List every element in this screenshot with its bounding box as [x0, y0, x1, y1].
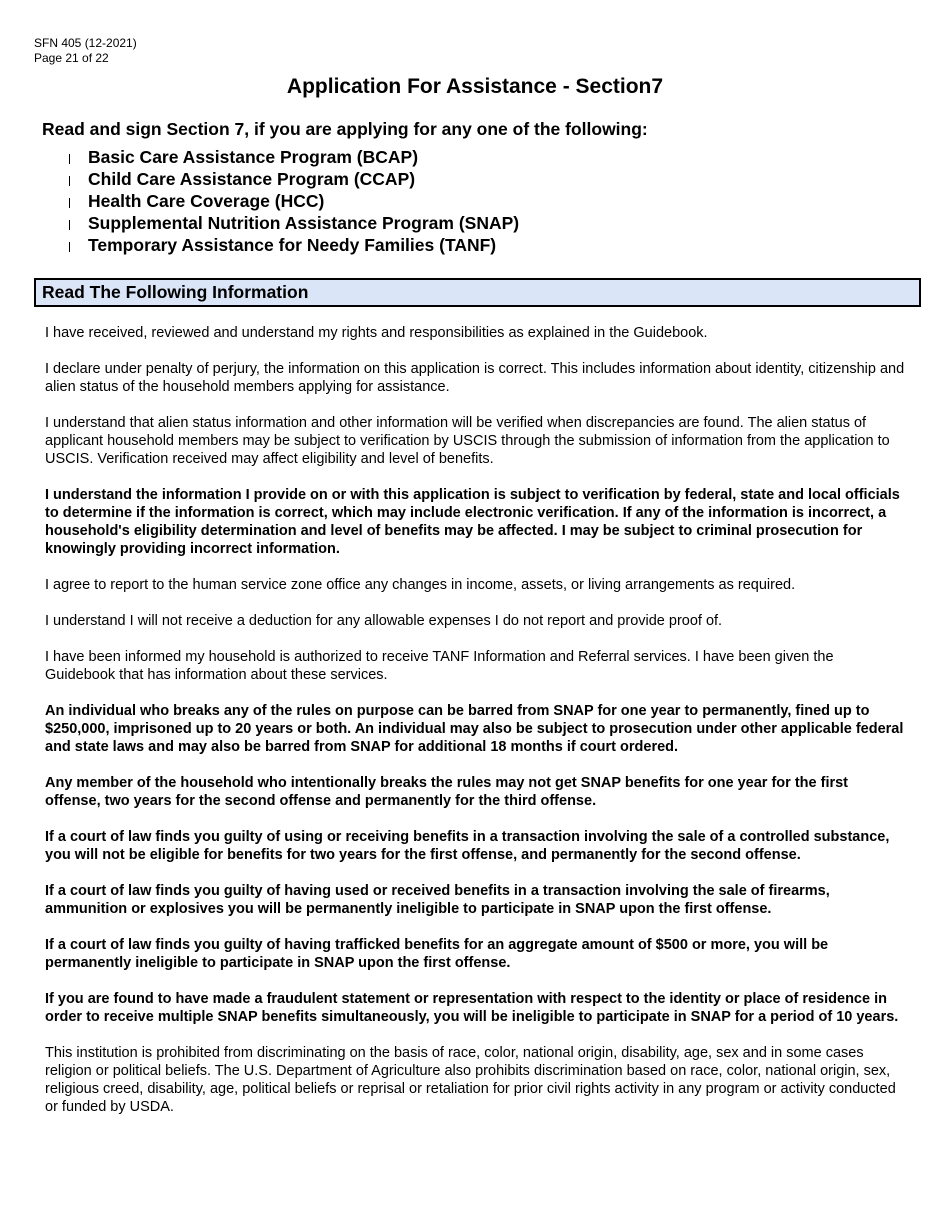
program-label: Supplemental Nutrition Assistance Program (SNAP) — [88, 213, 520, 233]
paragraph: If a court of law finds you guilty of having trafficked benefits for an aggregate amount of $500 or more, you will be permanently ineligible to participate in SNAP upon the first offense. — [45, 937, 829, 971]
bullet-icon — [69, 242, 70, 252]
program-label: Basic Care Assistance Program (BCAP) — [88, 147, 419, 167]
section-body — [45, 324, 907, 1134]
bullet-icon — [69, 176, 70, 186]
list-item — [69, 168, 519, 190]
paragraph: An individual who breaks any of the rules on purpose can be barred from SNAP for one year to permanently, fined up to $250,000, imprisoned up to 20 years or both. An individual may also be subject to prosecution under other applicable federal and state laws and may also be barred from SNAP for additional 18 months if court ordered. — [45, 703, 904, 755]
list-item — [69, 146, 519, 168]
form-meta — [34, 36, 137, 66]
paragraph: This institution is prohibited from discriminating on the basis of race, color, national origin, disability, age, sex and in some cases religion or political beliefs. The U.S. Department of Agriculture also prohibits discrimination based on race, color, national origin, sex, religious creed, disability, age, political beliefs or reprisal or retaliation for prior civil rights activity in any program or activity conducted or funded by USDA. — [45, 1045, 896, 1115]
page-number: Page 21 of 22 — [34, 51, 109, 65]
paragraph: If you are found to have made a fraudulent statement or representation with respect to the identity or place of residence in order to receive multiple SNAP benefits simultaneously, you will be ineligible to participate in SNAP for a period of 10 years. — [45, 991, 899, 1025]
paragraph: Any member of the household who intentionally breaks the rules may not get SNAP benefits for one year for the first offense, two years for the second offense and permanently for the third offense. — [45, 775, 849, 809]
bullet-icon — [69, 198, 70, 208]
paragraph: I have been informed my household is authorized to receive TANF Information and Referral services. I have been given the Guidebook that has information about these services. — [45, 649, 834, 683]
list-item — [69, 212, 519, 234]
paragraph: I have received, reviewed and understand my rights and responsibilities as explained in the Guidebook. — [45, 325, 708, 341]
paragraph: If a court of law finds you guilty of having used or received benefits in a transaction involving the sale of firearms, ammunition or explosives you will be permanently ineligible to participate in SNAP upon the first offense. — [45, 883, 830, 917]
form-number: SFN 405 (12-2021) — [34, 36, 137, 50]
bullet-icon — [69, 220, 70, 230]
section-header: Read The Following Information — [34, 278, 921, 307]
program-label: Temporary Assistance for Needy Families (TANF) — [88, 235, 497, 255]
paragraph: I understand the information I provide on or with this application is subject to verification by federal, state and local officials to determine if the information is correct, which may include electronic verification. If any of the information is incorrect, a household's eligibility determination and level of benefits may be affected. I may be subject to criminal prosecution for knowingly providing incorrect information. — [45, 487, 900, 557]
intro-text: Read and sign Section 7, if you are applying for any one of the following: — [42, 119, 648, 139]
paragraph: I understand I will not receive a deduction for any allowable expenses I do not report and provide proof of. — [45, 613, 723, 629]
paragraph: If a court of law finds you guilty of using or receiving benefits in a transaction involving the sale of a controlled substance, you will not be eligible for benefits for two years for the first offense, and permanently for the second offense. — [45, 829, 890, 863]
program-list — [69, 146, 519, 256]
paragraph: I understand that alien status information and other information will be verified when discrepancies are found. The alien status of applicant household members may be subject to verification by USCIS through the submission of information from the application to USCIS. Verification received may affect eligibility and level of benefits. — [45, 415, 890, 467]
page-title: Application For Assistance - Section7 — [286, 75, 664, 98]
paragraph: I agree to report to the human service zone office any changes in income, assets, or living arrangements as required. — [45, 577, 796, 593]
paragraph: I declare under penalty of perjury, the information on this application is correct. This includes information about identity, citizenship and alien status of the household members applying for assistance. — [45, 361, 905, 395]
program-label: Child Care Assistance Program (CCAP) — [88, 169, 416, 189]
list-item — [69, 190, 519, 212]
list-item — [69, 234, 519, 256]
bullet-icon — [69, 154, 70, 164]
program-label: Health Care Coverage (HCC) — [88, 191, 325, 211]
